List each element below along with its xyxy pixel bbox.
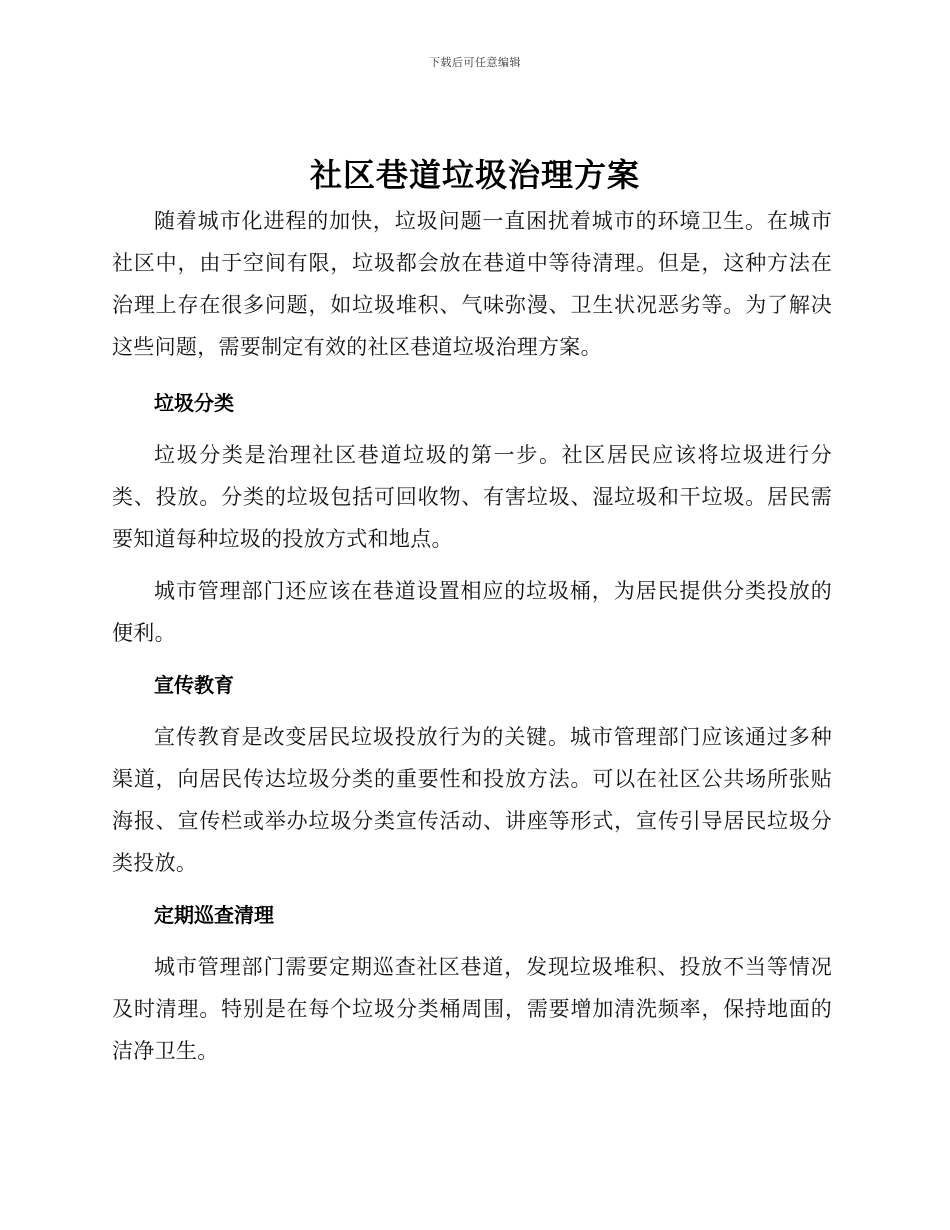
section-heading-education: 宣传教育 [154,673,234,697]
intro-paragraph: 随着城市化进程的加快，垃圾问题一直困扰着城市的环境卫生。在城市社区中，由于空间有限，垃圾都会放在巷道中等待清理。但是，这种方法在治理上存在很多问题，如垃圾堆积、气味弥漫、卫生状况恶劣等。为了解决这些问题，需要制定有效的社区巷道垃圾治理方案。 [112,209,832,359]
section-paragraph: 宣传教育是改变居民垃圾投放行为的关键。城市管理部门应该通过多种渠道，向居民传达垃圾分类的重要性和投放方法。可以在社区公共场所张贴海报、宣传栏或举办垃圾分类宣传活动、讲座等形式，宣传引导居民垃圾分类投放。 [112,725,832,875]
document-body [112,200,832,1072]
section-heading-inspection: 定期巡查清理 [154,903,274,927]
section-heading-classification: 垃圾分类 [154,391,234,415]
section-paragraph: 城市管理部门还应该在巷道设置相应的垃圾桶，为居民提供分类投放的便利。 [112,579,832,645]
document-title: 社区巷道垃圾治理方案 [309,156,640,194]
section-paragraph: 城市管理部门需要定期巡查社区巷道，发现垃圾堆积、投放不当等情况及时清理。特别是在每个垃圾分类桶周围，需要增加清洗频率，保持地面的洁净卫生。 [112,955,832,1063]
header-note: 下载后可任意编辑 [429,56,521,69]
section-paragraph: 垃圾分类是治理社区巷道垃圾的第一步。社区居民应该将垃圾进行分类、投放。分类的垃圾包括可回收物、有害垃圾、湿垃圾和干垃圾。居民需要知道每种垃圾的投放方式和地点。 [112,443,832,551]
